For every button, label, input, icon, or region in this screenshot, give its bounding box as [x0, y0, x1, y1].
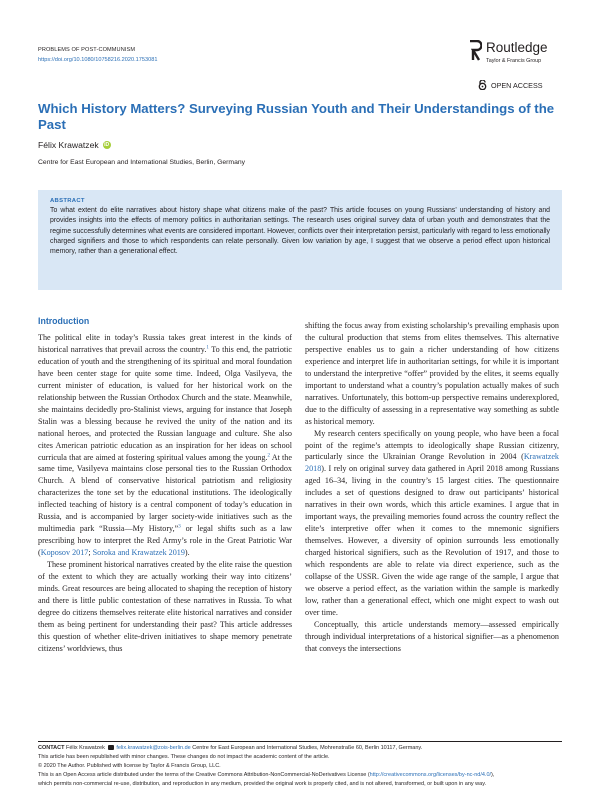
abstract-heading: ABSTRACT	[50, 198, 85, 204]
paragraph: shifting the focus away from existing scholarship’s prevailing emphasis upon the cultural production that stems from elites themselves. This alternative perspective enables us to gain a richer understanding of how citizens experience and interpret life in authoritarian settings, for while it is important to understand the interpretive “offer” provided by the elites, it seems equally important to understand what a country’s population actually makes of such narratives. Unfortunately, this bottom-up perspective remains underexplored, due to the difficulty of assessing in a representative way something as subtle as historical memory.	[305, 321, 559, 426]
routledge-logo-icon	[468, 40, 482, 62]
contact-line: CONTACT Félix Krawatzek felix.krawatzek@zois-berlin.de Centre for East European and International Studies, Mohrenstraße 60, Berlin 10117, Germany.	[38, 745, 423, 751]
paragraph: The political elite in today’s Russia takes great interest in the kinds of historical narratives that prevail across the country.$^1$ To this end, the patriotic education of youth and the strengthening of its spiritual and moral foundation have been center stage for quite some time. Indeed, Olga Vasilyeva, the current minister of education, is valued for her historical work on the relationship between the Russian Orthodox Church and the state. Meanwhile, she maintains decidedly pro-Stalinist views, arguing for instance that Joseph Stalin was a blessing because he revived the unity of the nation and its national heroes, and protected the Russian language and culture. She also cites American patriotic education as an inspiration for her ideas on school curricula that are aimed at fostering spiritual values among the young.$^2$ At the same time, Vasilyeva maintains close personal ties to the Russian Orthodox Church. A blend of conservative historical patriotism and religiosity characterizes the tone set by the educational institutions. The ideologically inflected teaching of history is a central component of today’s education in Russia, and is accompanied by larger society-wide initiatives such as the multimedia park “Russia—My History,”$^3$ or legal shifts such as a law prescribing how to interpret the Red Army’s role in the Great Patriotic War (Koposov 2017; Soroka and Krawatzek 2019).	[38, 333, 293, 558]
publisher-subtitle: Taylor & Francis Group	[486, 58, 542, 64]
citation-link[interactable]: Soroka and Krawatzek 2019	[92, 548, 185, 558]
copyright-line: © 2020 The Author. Published with license by Taylor & Francis Group, LLC.	[38, 763, 221, 769]
paragraph: These prominent historical narratives created by the elite raise the question of the extent to which they are actually working their way into citizens’ minds. Great resources are being allocated to shaping the reception of history and there is little public contestation of these narratives in Russia. To what degree do citizens themselves reiterate elite historical narratives and consider them as being pertinent for understanding their past? This article addresses this question of whether elite-driven initiatives to shape memory penetrate citizens’ worldviews, thus	[38, 560, 292, 653]
open-access-label: OPEN ACCESS	[491, 80, 543, 90]
footnote-ref[interactable]: 1	[206, 345, 209, 351]
license-link[interactable]: http://creativecommons.org/licenses/by-nc-nd/4.0/	[369, 772, 492, 778]
section-heading-introduction: Introduction	[38, 316, 90, 326]
abstract-box	[38, 190, 562, 290]
citation-link[interactable]: Krawatzek 2018	[305, 452, 559, 474]
open-access-badge	[478, 80, 543, 90]
license-line-2: which permits non-commercial re-use, distribution, and reproduction in any medium, provided the original work is properly cited, and is not altered, transformed, or built upon in any way.	[38, 781, 487, 787]
open-lock-icon	[478, 80, 487, 90]
paragraph: Conceptually, this article understands memory—assessed empirically through individual interpretations of a historical signifier—as a phenomenon that conveys the intersections	[305, 619, 559, 653]
footnote-ref[interactable]: 2	[267, 452, 270, 458]
footer-divider	[38, 741, 562, 742]
publisher-logo	[468, 40, 568, 70]
body-column-right	[305, 320, 559, 655]
author-name[interactable]: Félix Krawatzek	[38, 140, 99, 150]
citation-link[interactable]: Koposov 2017	[40, 548, 89, 558]
journal-name: PROBLEMS OF POST-COMMUNISM	[38, 47, 136, 53]
doi-link[interactable]: https://doi.org/10.1080/10758216.2020.1753081	[38, 57, 158, 63]
author-line	[38, 140, 111, 150]
abstract-text: To what extent do elite narratives about history shape what citizens make of the past? This article focuses on young Russians’ understanding of history and provides insights into the effects of memory politics in authoritarian settings. The research uses original survey data of urban youth and demonstrates that the regime successfully determines what events are considered important. However, conflicts over their interpretation persist, particularly with regard to less emotionally charged signifiers and those to which respondents can relate personally. Given low variation by age, I suggest that we observe a period effect upon historical memory, rather than a generational effect.	[50, 207, 550, 256]
paragraph: My research centers specifically on young people, who have been a focal point of the regime’s attempts to ideologically shape Russian citizenry, particularly since the Ukrainian Orange Revolution in 2004 (Krawatzek 2018). I rely on original survey data gathered in April 2018 among Russians aged 16–34, living in the country’s 15 largest cities. The questionnaire includes a set of questions designed to draw out participants’ historical narratives in their own words, which this article examines. I argue that in important ways, the prevailing memories found across the country reflect the elite’s interpretive offer when it comes to the mnemonic signifiers themselves. However, a diversity of opinion surrounds less emotionally charged historical signifiers, such as the Revolution of 1917, and those to which respondents are able to relate via direct experience, such as the collapse of the USSR. Given the wide age range of the sample, I argue that we observe a period effect, as the variation within the sample is markedly low, rather than a generational effect, which one might expect to wash out over time.	[305, 428, 559, 617]
republished-note: This article has been republished with minor changes. These changes do not impact the academic content of the article.	[38, 754, 330, 760]
publisher-name: Routledge	[486, 40, 548, 55]
author-affiliation: Centre for East European and International Studies, Berlin, Germany	[38, 159, 246, 166]
email-icon	[108, 745, 114, 750]
footer-notes	[38, 744, 562, 789]
article-title: Which History Matters? Surveying Russian Youth and Their Understandings of the Past	[38, 101, 555, 132]
body-column-left	[38, 332, 292, 655]
orcid-icon[interactable]: iD	[104, 142, 110, 148]
contact-email-link[interactable]: felix.krawatzek@zois-berlin.de	[116, 745, 191, 751]
license-line: This is an Open Access article distributed under the terms of the Creative Commons Attribution-NonCommercial-NoDerivatives License (http://creativecommons.org/licenses/by-nc-nd/4.0/),	[38, 772, 495, 778]
footnote-ref[interactable]: 3	[178, 524, 181, 530]
